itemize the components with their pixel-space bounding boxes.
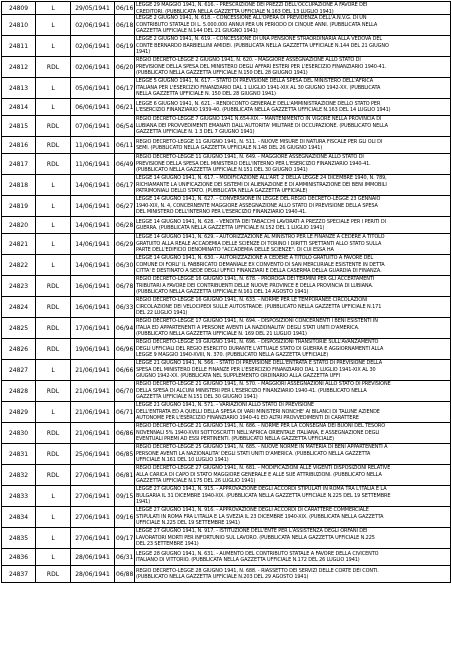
act-description xyxy=(135,175,451,196)
act-type: L xyxy=(36,528,71,549)
description-line: REGIO DECRETO-LEGGE 28 GIUGNO 1941, N. 688. - RIASSETTO DEI SERVIZI DELLE CORTE DEI CONTI. xyxy=(136,567,379,574)
description-line: DEL 22 LUGLIO 1941) xyxy=(136,310,188,317)
description-line: (PUBBLICATO NELLA GAZZETTA UFFICIALE N. 169 DEL 21 LUGLIO 1941) xyxy=(136,331,307,338)
act-code: 06/81 xyxy=(115,465,135,486)
description-line: (PUBBLICATO NELLA GAZZETTA UFFICIALE N.150 DEL 28 GIUGNO 1941) xyxy=(136,70,308,77)
description-line: REGIO DECRETO-LEGGE 21 GIUGNO 1941, N. 686. - NORME PER LA CONSEGNA DEI BUONI DEL TESORO xyxy=(136,423,386,430)
act-description xyxy=(135,549,451,566)
act-description xyxy=(135,507,451,528)
description-line: LEGGE 27 GIUGNO 1941, N. 915. - APPROVAZIONE DEGLI ACCORDI STIPULATI IN ROMA TRA L'ITALIA E LA xyxy=(136,486,387,493)
act-description xyxy=(135,57,451,78)
table-row xyxy=(2,116,451,137)
description-line: ITALIANA PER L'ESERCIZIO FINANZIARIO DAL 1 LUGLIO 1941-XIX AL 30 GIUGNO 1942-XX. (PUBBLICATA xyxy=(136,84,381,91)
description-line: ITALIA ED APPARTENENTI A PERSONE AVENTI LA NAZIONALITA' DEGLI STATI UNITI D'AMERICA. xyxy=(136,324,360,331)
record-number: 24810 xyxy=(2,15,36,36)
description-line: REGIO DECRETO-LEGGE 25 GIUGNO 1941, N. 685. - NUOVE NORME IN MATERIA DI BENI APPARTENENTI A xyxy=(136,444,388,451)
act-code: 06/88 xyxy=(115,566,135,583)
act-date: 29/05/1941 xyxy=(71,2,115,15)
act-type: RDL xyxy=(36,423,71,444)
act-type: L xyxy=(36,234,71,255)
record-number: 24826 xyxy=(2,339,36,360)
act-description xyxy=(135,465,451,486)
act-date: 14/06/1941 xyxy=(71,255,115,276)
act-date: 14/06/1941 xyxy=(71,217,115,234)
description-line: UFFICIALE N.161 DEL 10 LUGLIO 1941) xyxy=(136,457,229,464)
description-line: CONTRIBUTO STATALE DI L. 5.000.000 ANNUI PER UN PERIODO DI CINQUE ANNI. (PUBBLICATA NELLA xyxy=(136,21,378,28)
record-number: 24828 xyxy=(2,381,36,402)
record-number: 24816 xyxy=(2,137,36,154)
act-code: 06/85 xyxy=(115,444,135,465)
description-line: TRIBUTARI A FAVORE DEI CONTRIBUENTI DELLE NUOVE PROVINCE E DELLA PROVINCIA DI LUBIANA. xyxy=(136,282,374,289)
record-number: 24812 xyxy=(2,57,36,78)
description-line: SEMI. (PUBBLICATO NELLA GAZZETTA UFFICIALE N.148 DEL 26 GIUGNO 1941) xyxy=(136,145,323,151)
table-row xyxy=(2,423,451,444)
description-line: COMUNE DI FORLI' IL FABBRICATO DEMANIALE EX CONVENTO DI SAN MERCURIALE ESISTENTE IN DETTA xyxy=(136,261,385,268)
description-line: REGIO DECRETO-LEGGE 27 GIUGNO 1941, N. 681. - MODIFICAZIONI ALLE VIGENTI DISPOSIZIONI RELATIVE xyxy=(136,465,391,472)
description-line: LEGGE 29 MAGGIO 1941, N. 616. - PRESCRIZIONE DEI PREZZI DELL'OCCUPAZIONE A FAVORE DEI xyxy=(136,2,368,8)
act-description xyxy=(135,154,451,175)
description-line: ALLA CARICA DI CAPO DI STATO MAGGIORE GENERALE E ALLE SUE ATTRIBUZIONI. (PUBBLICATO NELLA xyxy=(136,471,382,478)
description-line: LEGGE 6 GIUGNO 1941, N. 621. - RENDICONTO GENERALE DELL'AMMINISTRAZIONE DELLO STATO PER xyxy=(136,100,381,107)
act-description xyxy=(135,402,451,423)
description-line: LEGGE 2 GIUGNO 1941, N. 618. - CONCESSIONE ALL'OPERA DI PREVIDENZA DELL'A.N.V.G. DI UN xyxy=(136,15,367,22)
act-code: 09/15 xyxy=(115,486,135,507)
act-type: L xyxy=(36,549,71,566)
record-number: 24830 xyxy=(2,423,36,444)
description-line: LEGGE 2 GIUGNO 1941, N. 619. - CONCESSIONE DI UNA PENSIONE STRAORDINARIA ALLA VEDOVA DEL xyxy=(136,36,383,43)
description-line: LEGGE 27 GIUGNO 1941, N. 917. - ISTITUZIONE DELL'ENTE PER L'ASSISTENZA DEGLI ORFANI DEI xyxy=(136,528,368,535)
act-description xyxy=(135,339,451,360)
description-line: NELLA GAZZETTA UFFICIALE N. 150 DEL 28 GIUGNO 1941) xyxy=(136,91,276,98)
act-code: 06/21 xyxy=(115,99,135,116)
description-line: EVENTUALI PREMI AD ESSI PERTINENTI. (PUBBLICATO NELLA GAZZETTA UFFICIALE) xyxy=(136,436,335,443)
act-code: 06/33 xyxy=(115,297,135,318)
table-row xyxy=(2,507,451,528)
act-description xyxy=(135,99,451,116)
act-code: 06/86 xyxy=(115,423,135,444)
table-row xyxy=(2,217,451,234)
description-line: PERSONE AVENTI LA NAZIONALITA' DEGLI STATI UNITI D'AMERICA. (PUBBLICATO NELLA GAZZETTA xyxy=(136,450,371,457)
description-line: PARTE DELL'EDIFICIO DENOMINATO "ACCADEMIA DELLE SCIENZE". DI CUI ESSA HA xyxy=(136,247,334,254)
act-code: 06/27 xyxy=(115,196,135,217)
record-number: 24833 xyxy=(2,486,36,507)
act-type: RDL xyxy=(36,381,71,402)
table-row xyxy=(2,566,451,583)
act-description xyxy=(135,234,451,255)
act-date: 21/06/1941 xyxy=(71,423,115,444)
act-type: RDL xyxy=(36,465,71,486)
table-row xyxy=(2,276,451,297)
description-line: REGIO DECRETO-LEGGE 7 GIUGNO 1941 N.654-XIX. - MANTENIMENTO IN VIGORE NELLA PROVINCIA DI xyxy=(136,116,382,123)
act-code: 06/19 xyxy=(115,36,135,57)
description-line: REGIO DECRETO-LEGGE 2 GIUGNO 1941, N. 620. - MAGGIORE ASSEGNAZIONE ALLO STATO DI xyxy=(136,57,361,64)
table-row xyxy=(2,402,451,423)
law-register-table xyxy=(1,1,451,583)
act-date: 11/06/1941 xyxy=(71,137,115,154)
act-type: RDL xyxy=(36,137,71,154)
act-description xyxy=(135,217,451,234)
act-type: L xyxy=(36,175,71,196)
act-code: 06/54 xyxy=(115,116,135,137)
record-number: 24811 xyxy=(2,36,36,57)
record-number: 24832 xyxy=(2,465,36,486)
act-date: 21/06/1941 xyxy=(71,381,115,402)
description-line: (PUBBLICATO NELLA GAZZETTA UFFICIALE N.203 DEL 29 AGOSTO 1941) xyxy=(136,574,309,580)
act-date: 14/06/1941 xyxy=(71,234,115,255)
description-line: (PUBBLICATO NELLA GAZZETTA UFFICIALE N.161 DEL 14 AGOSTO 1941) xyxy=(136,289,309,296)
record-number: 24834 xyxy=(2,507,36,528)
description-line: 1941) xyxy=(136,499,151,506)
description-line: PREVISIONE DELLA SPESA DEL MINISTERO DELL'INTERNO PER L'ESERCIZIO FINANZIARIO 1940-41. xyxy=(136,160,371,167)
description-line: DEL 23 SETTEMBRE 1941) xyxy=(136,541,199,548)
record-number: 24825 xyxy=(2,318,36,339)
record-number: 24836 xyxy=(2,549,36,566)
table-row xyxy=(2,297,451,318)
act-date: 06/06/1941 xyxy=(71,99,115,116)
table-row xyxy=(2,78,451,99)
act-code: 06/17 xyxy=(115,78,135,99)
act-type: RDL xyxy=(36,57,71,78)
act-type: L xyxy=(36,507,71,528)
act-code: 06/16 xyxy=(115,2,135,15)
record-number: 24818 xyxy=(2,175,36,196)
table-row xyxy=(2,318,451,339)
record-number: 24809 xyxy=(2,2,36,15)
act-type: RDL xyxy=(36,339,71,360)
description-line: GRATUITO ALLA REALE ACCADEMIA DELLE SCIENZE DI TORINO I DIRITTI SPETTANTI ALLO STATO SULLA xyxy=(136,240,382,247)
table-row xyxy=(2,486,451,507)
act-type: L xyxy=(36,217,71,234)
description-line: LEGGE 14 GIUGNO 1941, N. 628. - VENDITA DEI TABACCHI LAVORATI A PREZZO SPECIALE PER I PERITI DI xyxy=(136,218,386,225)
description-line: CONTE BERNARDO BARBIELLINI AMIDEI. (PUBBLICATA NELLA GAZZETTA UFFICIALE N.144 DEL 21 GIUGNO xyxy=(136,42,389,49)
description-line: DEGLI UFFICIALI DEL REGIO ESERCITO DURANTE L'ATTUALE STATO DI GUERRA E AGGIORNAMENTI ALLA xyxy=(136,345,384,352)
description-line: LEGGE 14 GIUGNO 1941, N. 627. - CONVERSIONE IN LEGGE DEL REGIO DECRETO-LEGGE 23 GENNAIO xyxy=(136,196,381,203)
act-code: 06/17 xyxy=(115,175,135,196)
act-code: 06/29 xyxy=(115,234,135,255)
description-line: GAZZETTA UFFICIALE N.151 DEL 30 GIUGNO 1941) xyxy=(136,394,258,401)
act-code: 06/31 xyxy=(115,549,135,566)
act-code: 06/11 xyxy=(115,137,135,154)
description-line: RICHIAMANTE LA UNIFICAZIONE DEI SISTEMI DI ALIENAZIONE E DI AMMINISTRAZIONE DEI BENI IMMOBILI xyxy=(136,181,387,188)
table-row xyxy=(2,99,451,116)
act-description xyxy=(135,36,451,57)
act-code: 06/49 xyxy=(115,154,135,175)
table-row xyxy=(2,137,451,154)
act-date: 21/06/1941 xyxy=(71,402,115,423)
act-type: RDL xyxy=(36,297,71,318)
record-number: 24815 xyxy=(2,116,36,137)
description-line: LAVORATORI MORTI PER INFORTUNIO SUL LAVORO. (PUBBLICATA NELLA GAZZETTA UFFICIALE N.225 xyxy=(136,534,375,541)
act-type: L xyxy=(36,360,71,381)
act-description xyxy=(135,15,451,36)
description-line: LEGGE 14 GIUGNO 1941, N. 617. - MODIFICAZIONE ALL'ART. 2 DELLA LEGGE 24 DICEMBRE 1940, N. 789, xyxy=(136,175,387,182)
record-number: 24821 xyxy=(2,234,36,255)
act-type: RDL xyxy=(36,444,71,465)
record-number: 24831 xyxy=(2,444,36,465)
description-line: 1941) xyxy=(136,49,151,56)
act-description xyxy=(135,381,451,402)
act-date: 02/06/1941 xyxy=(71,36,115,57)
act-date: 19/06/1941 xyxy=(71,339,115,360)
description-line: L'ESERCIZIO FINANZIARIO 1939-40. (PUBBLICATA NELLA GAZZETTA UFFICIALE N.163 DEL 14 LUGLIO 1941) xyxy=(136,107,391,113)
description-line: CIRCOLAZIONE DEI VELOCIPEDI SULLE AUTOSTRADE. (PUBBLICATO NELLA GAZZETTA UFFICIALE N.171 xyxy=(136,303,382,310)
act-date: 02/06/1941 xyxy=(71,15,115,36)
act-date: 16/06/1941 xyxy=(71,297,115,318)
act-type: RDL xyxy=(36,566,71,583)
act-type: L xyxy=(36,15,71,36)
act-date: 27/06/1941 xyxy=(71,528,115,549)
act-type: L xyxy=(36,255,71,276)
act-description xyxy=(135,2,451,15)
act-type: L xyxy=(36,2,71,15)
description-line: DELLA SPESA DI ALCUNI MINISTERI PER L'ESERCIZIO FINANZIARIO 1940-41. (PUBBLICATO NELLA xyxy=(136,387,367,394)
act-date: 02/06/1941 xyxy=(71,57,115,78)
act-description xyxy=(135,276,451,297)
act-type: L xyxy=(36,402,71,423)
description-line: STIPULATI IN ROMA FRA L'ITALIA E LA SVEZIA IL 23 DICEMBRE 1940-XIX. (PUBBLICATA NELLA GAZZETTA xyxy=(136,513,384,520)
description-line: NOVENNALI 5% 1940-XVIII SOTTOSCRITTI NELL'AFRICA ORIENTALE ITALIANA, E ASSEGNAZIONE DEGLI xyxy=(136,429,380,436)
act-date: 28/06/1941 xyxy=(71,566,115,583)
act-code: 06/78 xyxy=(115,276,135,297)
act-date: 14/06/1941 xyxy=(71,175,115,196)
act-date: 25/06/1941 xyxy=(71,444,115,465)
table-row xyxy=(2,339,451,360)
act-code: 06/18 xyxy=(115,15,135,36)
act-code: 09/16 xyxy=(115,507,135,528)
table-row xyxy=(2,154,451,175)
table-row xyxy=(2,360,451,381)
act-code: 06/71 xyxy=(115,402,135,423)
record-number: 24823 xyxy=(2,276,36,297)
description-line: ITALIANO DI VITTORIO. (PUBBLICATA NELLA GAZZETTA UFFICIALE N.172 DEL 26 LUGLIO 1941) xyxy=(136,557,360,563)
act-code: 06/70 xyxy=(115,381,135,402)
description-line: UFFICIALE N.225 DEL 19 SETTEMBRE 1941) xyxy=(136,520,240,527)
description-line: SPESA DEL MINISTERO DELLE FINANZE PER L'ESERCIZIO FINANZIARIO DAL 1 LUGLIO 1941-XIX AL 30 xyxy=(136,366,376,373)
table-row xyxy=(2,234,451,255)
act-type: L xyxy=(36,196,71,217)
table-row xyxy=(2,36,451,57)
table-row xyxy=(2,444,451,465)
description-line: GUERRA. (PUBBLICATA NELLA GAZZETTA UFFICIALE N.152 DEL 1 LUGLIO 1941) xyxy=(136,225,325,231)
record-number: 24829 xyxy=(2,402,36,423)
act-type: RDL xyxy=(36,154,71,175)
table-row xyxy=(2,381,451,402)
description-line: 1940-XIX, N. 4, CONCERNENTE MAGGIORE ASSEGNAZIONE ALLO STATO DI PREVISIONE DELLA SPESA xyxy=(136,202,378,209)
description-line: LEGGE 27 GIUGNO 1941, N. 916. - APPROVAZIONE DEGLI ACCORDI DI CARATTERE COMMERCIALE xyxy=(136,507,369,514)
description-line: AUTONOME PER L'ESERCIZIO FINANZIARIO 1940-41 ED ALTRI PROVVEDIMENTI DI CARATTERE xyxy=(136,415,359,422)
record-number: 24822 xyxy=(2,255,36,276)
table-row xyxy=(2,465,451,486)
table-row xyxy=(2,255,451,276)
act-description xyxy=(135,360,451,381)
act-code: 06/94 xyxy=(115,318,135,339)
description-line: LEGGE 9 MAGGIO 1940-XVIII, N. 370. (PUBBLICATO NELLA GAZZETTA UFFICIALE) xyxy=(136,352,329,359)
description-line: LEGGE 21 GIUGNO 1941, N. 566. - STATO DI PREVISIONE DELL'ENTRATA E STATO DI PREVISIONE DELLA xyxy=(136,360,382,367)
act-code: 06/96 xyxy=(115,339,135,360)
table-row xyxy=(2,528,451,549)
act-description xyxy=(135,196,451,217)
act-description xyxy=(135,255,451,276)
act-date: 17/06/1941 xyxy=(71,318,115,339)
table-row xyxy=(2,175,451,196)
act-date: 14/06/1941 xyxy=(71,196,115,217)
law-register-rows xyxy=(2,2,451,583)
act-code: 06/28 xyxy=(115,217,135,234)
record-number: 24824 xyxy=(2,297,36,318)
description-line: GIUGNO 1942-XX. (PUBBLICATA NEL SUPPLEMENTO ORDINARIO ALLA GAZZETTA UFFI xyxy=(136,373,340,380)
record-number: 24837 xyxy=(2,566,36,583)
act-description xyxy=(135,297,451,318)
act-date: 05/06/1941 xyxy=(71,78,115,99)
act-date: 27/06/1941 xyxy=(71,507,115,528)
description-line: DEL MINISTERO DELL'INTERNO PER L'ESERCIZIO FINANZIARIO 1940-41. xyxy=(136,209,307,216)
act-description xyxy=(135,78,451,99)
description-line: LEGGE 14 GIUGNO 1941, N. 630. - AUTORIZZAZIONE A CEDERE A TITOLO GRATUITO A FAVORE DEL xyxy=(136,255,373,262)
description-line: LEGGE 14 GIUGNO 1941, N. 629. - AUTORIZZAZIONE AL MINISTRO PER LE FINANZE A CEDERE A TITOLO xyxy=(136,234,385,241)
act-type: L xyxy=(36,486,71,507)
record-number: 24814 xyxy=(2,99,36,116)
act-description xyxy=(135,423,451,444)
description-line: LEGGE 21 GIUGNO 1941, N. 571. - VARIAZIONI ALLO STATO DI PREVISIONE xyxy=(136,402,314,409)
act-date: 28/06/1941 xyxy=(71,549,115,566)
act-code: 06/20 xyxy=(115,57,135,78)
act-description xyxy=(135,566,451,583)
law-register-document xyxy=(1,1,450,651)
record-number: 24827 xyxy=(2,360,36,381)
record-number: 24835 xyxy=(2,528,36,549)
act-date: 21/06/1941 xyxy=(71,360,115,381)
act-description xyxy=(135,318,451,339)
table-row xyxy=(2,2,451,15)
description-line: GAZZETTA UFFICIALE N.175 DEL 26 LUGLIO 1941) xyxy=(136,478,256,485)
description-line: LEGGE 28 GIUGNO 1941, N. 631. - AUMENTO DEL CONTRIBUTO STATALE A FAVORE DELLA CIVICENTO xyxy=(136,550,379,557)
description-line: LEGGE 5 GIUGNO 1941, N. 617. - STATO DI PREVISIONE DELLA SPESA DEL MINISTERO DELL'AFRICA xyxy=(136,78,373,85)
act-date: 27/06/1941 xyxy=(71,486,115,507)
description-line: BULGARIA IL 31 DICEMBRE 1940-XIX. (PUBBLICATA NELLA GAZZETTA UFFICIALE N.225 DEL 19 SETTEMBRE xyxy=(136,492,391,499)
act-code: 09/17 xyxy=(115,528,135,549)
record-number: 24813 xyxy=(2,78,36,99)
act-type: RDL xyxy=(36,318,71,339)
act-date: 11/06/1941 xyxy=(71,154,115,175)
description-line: REGIO DECRETO-LEGGE 11 GIUGNO 1941, N. 649. - MAGGIORE ASSEGNAZIONE ALLO STATO DI xyxy=(136,154,364,161)
act-type: L xyxy=(36,36,71,57)
description-line: REGIO DECRETO-LEGGE 19 GIUGNO 1941, N. 696. - DISPOSIZIONI TRANSITORIE SULL'AVANZAMENTO xyxy=(136,339,379,346)
act-code: 06/30 xyxy=(115,255,135,276)
record-number: 24820 xyxy=(2,217,36,234)
description-line: REGIO DECRETO-LEGGE 17 GIUGNO 1941, N. 694. - DISPOSIZIONI CONCERNENTI I BENI ESISTENTI IN xyxy=(136,318,378,325)
table-row xyxy=(2,196,451,217)
description-line: REGIO DECRETO-LEGGE 21 GIUGNO 1941, N. 570. - MAGGIORI ASSEGNAZIONI ALLO STATO DI PREVISIONE xyxy=(136,381,391,388)
record-number: 24817 xyxy=(2,154,36,175)
act-code: 06/66 xyxy=(115,360,135,381)
description-line: PATRIMONIALI DELLO STATO. (PUBBLICATA NELLA GAZZETTA UFFICIALE) xyxy=(136,188,308,195)
description-line: (PUBBLICATO NELLA GAZZETTA UFFICIALE N.151 DEL 30 GIUGNO 1941) xyxy=(136,167,308,174)
table-row xyxy=(2,549,451,566)
act-description xyxy=(135,116,451,137)
act-date: 27/06/1941 xyxy=(71,465,115,486)
description-line: GAZZETTA UFFICIALE N.144 DEL 21 GIUGNO 1941) xyxy=(136,28,258,35)
act-description xyxy=(135,486,451,507)
description-line: PREVISIONE DELLA SPESA DEL MINISTERO DEGLI AFFARI ESTERI PER L'ESERCIZIO FINANZIARIO 1940-41. xyxy=(136,63,387,70)
description-line: REGIO DECRETO-LEGGE 16 GIUGNO 1941, N. 678. - PROROGA DEI TERMINI PER GLI ACCERTAMENTI xyxy=(136,276,375,283)
description-line: GAZZETTA UFFICIALE N. 1 3 DEL 7 GIUGNO 1941) xyxy=(136,129,255,136)
description-line: CITTA' E DESTINATO A SEDE DEGLI UFFICI FINANZIARI E DELLA CASERMA DELLA GUARDIA DI FINANZA. xyxy=(136,268,382,275)
act-type: L xyxy=(36,78,71,99)
description-line: LUBIANA DEI PROVVEDIMENTI EMANATI DALL'AUTORITA' MILITARE DI OCCUPAZIONE. (PUBBLICATO NELLA xyxy=(136,122,388,129)
description-line: REGIO DECRETO-LEGGE 11 GIUGNO 1941, N. 511. - NUOVE MISURE DI NATURA FISCALE PER GLI OLI DI xyxy=(136,138,383,145)
act-type: L xyxy=(36,99,71,116)
act-description xyxy=(135,137,451,154)
act-type: RDL xyxy=(36,116,71,137)
act-type: RDL xyxy=(36,276,71,297)
description-line: DELL'ENTRATA ED A QUELLI DELLA SPESA DI VARI MINISTERI NONCHE' AI BILANCI DI TALUNE AZIENDE xyxy=(136,408,380,415)
table-row xyxy=(2,15,451,36)
record-number: 24819 xyxy=(2,196,36,217)
description-line: REGIO DECRETO-LEGGE 16 GIUGNO 1941, N. 633. - NORME PER LE TEMPORANEE CIRCOLAZIONI xyxy=(136,297,368,304)
act-date: 07/06/1941 xyxy=(71,116,115,137)
act-description xyxy=(135,444,451,465)
table-row xyxy=(2,57,451,78)
act-description xyxy=(135,528,451,549)
act-date: 16/06/1941 xyxy=(71,276,115,297)
description-line: CREDITORI. (PUBBLICATA NELLA GAZZETTA UFFICIALE N.163 DEL 13 LUGLIO 1941) xyxy=(136,8,334,14)
